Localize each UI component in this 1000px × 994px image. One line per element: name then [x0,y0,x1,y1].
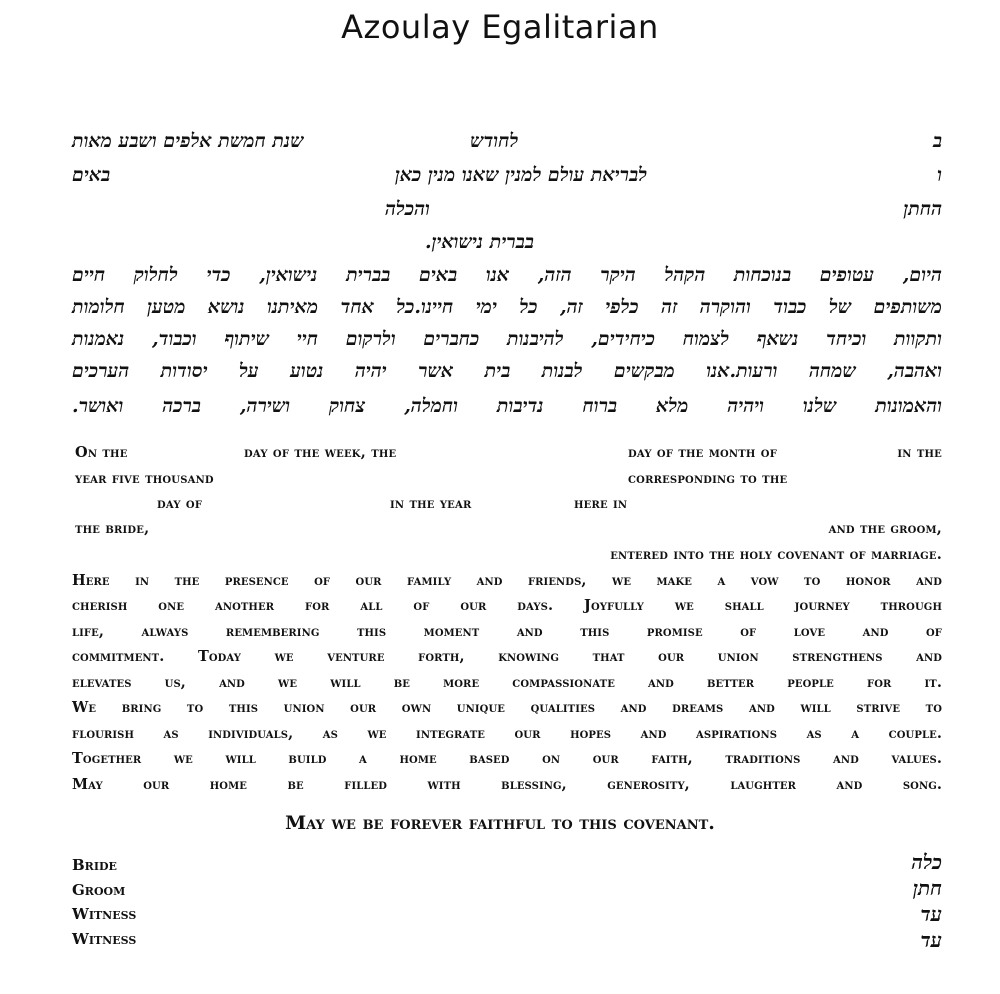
hebrew-paragraph-line: ואהבה, שמחה ורעות.אנו מבקשים לבנות בית אשר יהיה נטוע על יסודות הערכים [72,360,942,382]
english-row3-b: in the year [390,495,472,512]
hebrew-row3-right: החתן [903,198,942,220]
hebrew-paragraph-line: היום, עטופים בנוכחות הקהל היקר הזה, אנו באים בברית נישואין, כדי לחלוק חיים [72,264,942,286]
english-row1-b: day of the week, the [244,444,397,461]
hebrew-row3-middle: והכלה [385,198,430,220]
hebrew-paragraph-line: משותפים של כבוד והוקרה זה כלפי זה, כל ימי חיינו.כל אחד מאיתנו נושא מטען חלומות [72,296,942,318]
hebrew-paragraph-line: והאמונות שלנו ויהיה מלא ברוח נדיבות וחמלה, צחוק ושירה, ברכה ואושר. [72,395,942,417]
english-row3-c: here in [574,495,628,512]
english-paragraph-line: flourish as individuals, as we integrate our hopes and aspirations as a couple. [72,725,942,742]
english-paragraph-line: elevates us, and we will be more compassionate and better people for it. [72,674,942,691]
english-row2-a: year five thousand [75,470,214,487]
english-row1-d: in the [897,444,942,461]
signature-label-witness: Witness [72,930,137,948]
hebrew-row2-right: ו [937,164,942,186]
english-row5: entered into the holy covenant of marriage. [610,546,942,563]
english-paragraph-line: life, always remembering this moment and this promise of love and of [72,623,942,640]
hebrew-paragraph-line: ותקוות וכיחד נשאף לצמוח כיחידים, להיבנות כחברים ולרקום חיי שיתוף וכבוד, נאמנות [72,328,942,350]
hebrew-row1-right: ב [932,130,942,152]
hebrew-row2-left: באים [72,164,111,186]
signature-label-groom-hebrew: חתן [912,876,942,900]
english-row1-a: On the [75,444,128,461]
signature-label-bride: Bride [72,856,117,874]
english-paragraph-line: May our home be filled with blessing, generosity, laughter and song. [72,776,942,793]
signature-label-groom: Groom [72,881,126,899]
closing-vow: May we be forever faithful to this covenant. [285,812,715,834]
english-paragraph-line: Together we will build a home based on our faith, traditions and values. [72,750,942,767]
hebrew-row4: בברית נישואין. [425,231,534,253]
signature-label-witness-hebrew: עד [920,928,942,952]
hebrew-row2-middle: לבריאת עולם למנין שאנו מנין כאן [395,164,648,186]
english-paragraph-line: commitment. Today we venture forth, knowing that our union strengthens and [72,648,942,665]
english-row4-b: and the groom, [828,520,942,537]
hebrew-row1-left: שנת חמשת אלפים ושבע מאות [72,130,304,152]
english-row4-a: the bride, [75,520,150,537]
english-paragraph-line: We bring to this union our own unique qualities and dreams and will strive to [72,699,942,716]
english-paragraph-line: cherish one another for all of our days. Joyfully we shall journey through [72,597,942,614]
english-row1-c: day of the month of [628,444,778,461]
signature-label-witness-hebrew: עד [920,902,942,926]
signature-label-witness: Witness [72,905,137,923]
english-paragraph-line: Here in the presence of our family and friends, we make a vow to honor and [72,572,942,589]
signature-label-bride-hebrew: כלה [911,850,942,874]
document-title: Azoulay Egalitarian [341,8,659,46]
english-row3-a: day of [157,495,203,512]
english-row2-b: corresponding to the [628,470,788,487]
hebrew-row1-middle: לחודש [470,130,519,152]
